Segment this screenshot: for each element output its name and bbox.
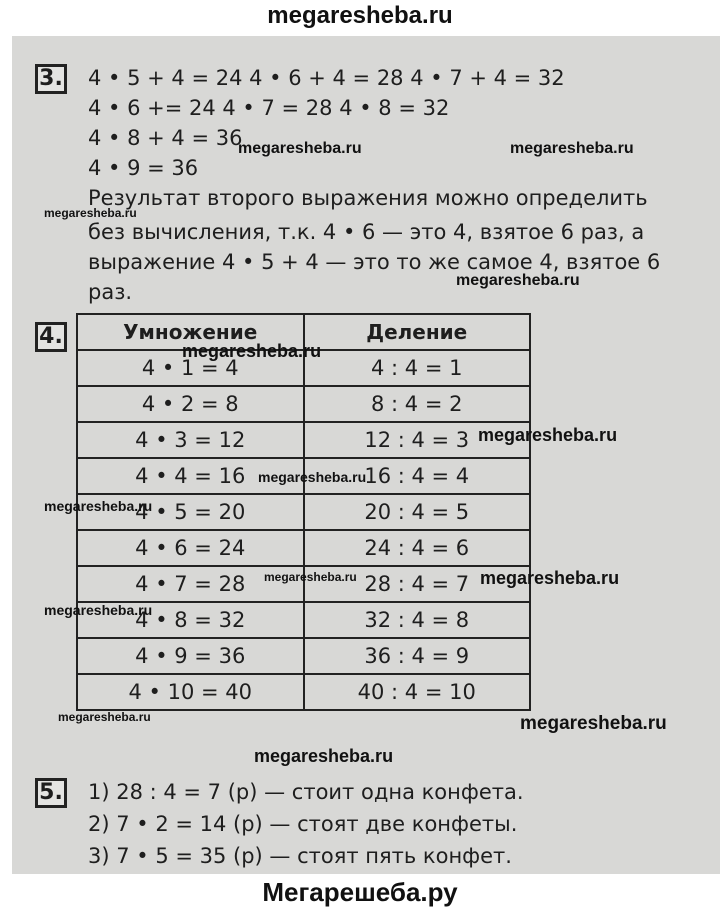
division-cell: 32 : 4 = 8 <box>304 602 531 638</box>
watermark: megaresheba.ru <box>254 746 394 766</box>
multiplication-cell: 4 • 7 = 28 <box>77 566 304 602</box>
multiplication-cell: 4 • 8 = 32 <box>77 602 304 638</box>
multiplication-cell: 4 • 10 = 40 <box>77 674 304 710</box>
watermark: megaresheba.ru <box>456 272 580 289</box>
task-4-number: 4. <box>35 322 67 352</box>
task-5-line-3: 3) 7 • 5 = 35 (р) — стоят пять конфет. <box>88 844 512 868</box>
table-row <box>77 422 530 458</box>
task-3-line-1: 4 • 5 + 4 = 24 4 • 6 + 4 = 28 4 • 7 + 4 = 32 <box>88 66 565 90</box>
division-cell: 24 : 4 = 6 <box>304 530 531 566</box>
task-3-line-4: 4 • 9 = 36 <box>88 156 199 180</box>
watermark: megaresheba.ru <box>44 498 153 514</box>
division-cell: 12 : 4 = 3 <box>304 422 531 458</box>
task-3-line-6: без вычисления, т.к. 4 • 6 — это 4, взятое 6 раз, а <box>88 220 645 244</box>
task-5-line-1: 1) 28 : 4 = 7 (р) — стоит одна конфета. <box>88 780 524 804</box>
multiplication-cell: 4 • 6 = 24 <box>77 530 304 566</box>
task-3-line-8: раз. <box>88 280 133 304</box>
task-3-number: 3. <box>35 64 67 94</box>
table-row <box>77 638 530 674</box>
task-3-line-5: Результат второго выражения можно определить <box>88 186 648 210</box>
division-cell: 8 : 4 = 2 <box>304 386 531 422</box>
table-row <box>77 386 530 422</box>
division-cell: 4 : 4 = 1 <box>304 350 531 386</box>
watermark: megaresheba.ru <box>478 425 618 445</box>
watermark: megaresheba.ru <box>238 140 362 157</box>
division-cell: 40 : 4 = 10 <box>304 674 531 710</box>
watermark: megaresheba.ru <box>182 341 322 361</box>
top-watermark: megaresheba.ru <box>0 0 720 36</box>
watermark: megaresheba.ru <box>44 602 153 618</box>
division-cell: 36 : 4 = 9 <box>304 638 531 674</box>
header-multiplication: Умножение <box>77 314 304 350</box>
multiplication-cell: 4 • 4 = 16 <box>77 458 304 494</box>
header-division: Деление <box>304 314 531 350</box>
task-3-line-3: 4 • 8 + 4 = 36 <box>88 126 243 150</box>
multiplication-cell: 4 • 1 = 4 <box>77 350 304 386</box>
division-cell: 16 : 4 = 4 <box>304 458 531 494</box>
multiplication-cell: 4 • 2 = 8 <box>77 386 304 422</box>
table-row <box>77 674 530 710</box>
task-3-line-2: 4 • 6 += 24 4 • 7 = 28 4 • 8 = 32 <box>88 96 450 120</box>
watermark: megaresheba.ru <box>520 713 667 734</box>
watermark: megaresheba.ru <box>510 140 634 157</box>
division-cell: 28 : 4 = 7 <box>304 566 531 602</box>
table-row <box>77 530 530 566</box>
watermark: megaresheba.ru <box>58 710 151 724</box>
multiplication-cell: 4 • 3 = 12 <box>77 422 304 458</box>
watermark: megaresheba.ru <box>258 469 367 485</box>
task-5-line-2: 2) 7 • 2 = 14 (р) — стоят две конфеты. <box>88 812 518 836</box>
multiplication-cell: 4 • 5 = 20 <box>77 494 304 530</box>
bottom-watermark: Мегарешеба.ру <box>0 874 720 910</box>
multiplication-cell: 4 • 9 = 36 <box>77 638 304 674</box>
task-3-line-7: выражение 4 • 5 + 4 — это то же самое 4, взятое 6 <box>88 250 661 274</box>
division-cell: 20 : 4 = 5 <box>304 494 531 530</box>
watermark: megaresheba.ru <box>44 206 137 220</box>
watermark: megaresheba.ru <box>480 568 620 588</box>
task-5-number: 5. <box>35 778 67 808</box>
watermark: megaresheba.ru <box>264 570 357 584</box>
